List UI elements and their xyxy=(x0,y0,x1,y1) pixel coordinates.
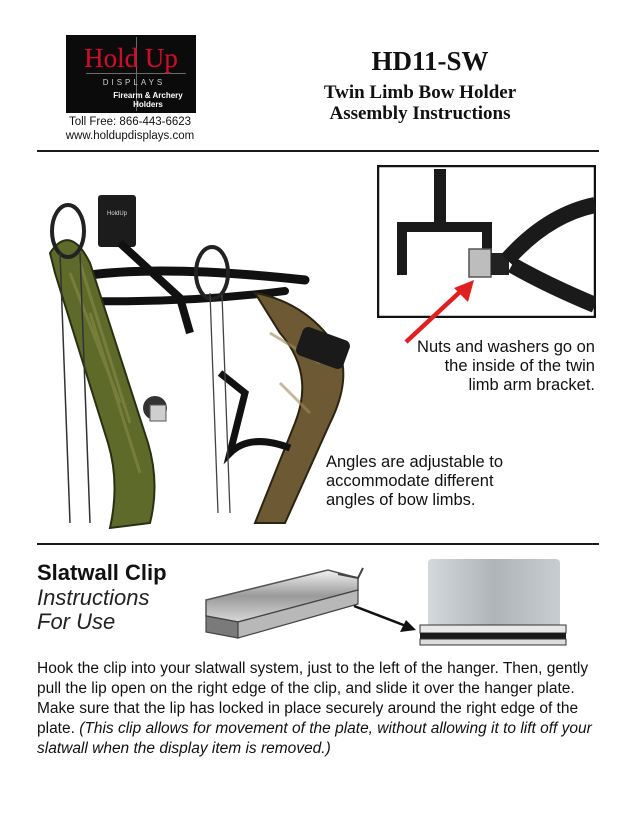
instructions-note: (This clip allows for movement of the plate, without allowing it to lift off your slatwall when the display item is removed.) xyxy=(37,720,592,757)
logo-tagline-2: Holders xyxy=(133,100,163,109)
section-subtitle-line-1: Instructions xyxy=(37,585,150,610)
header-divider xyxy=(37,150,599,152)
section-subtitle xyxy=(37,586,150,634)
section-title: Slatwall Clip xyxy=(37,560,167,585)
slatwall-clip-image xyxy=(198,560,368,650)
bow-holder-photo xyxy=(30,183,370,533)
title-line-1: Twin Limb Bow Holder xyxy=(323,82,517,103)
instructions-text: Hook the clip into your slatwall system, just to the left of the hanger. Then, gently pull the lip open on the right edge of the clip, and slide it over the hanger plate. Make sure that the lip has locked in place securely around the right edge of the plate. xyxy=(37,660,589,737)
logo-brand-sub: DISPLAYS xyxy=(102,78,166,87)
title-line-2: Assembly Instructions xyxy=(329,103,511,124)
nuts-caption-line-1: Nuts and washers go on xyxy=(417,338,595,356)
holder-arm xyxy=(120,243,190,333)
logo-tagline xyxy=(102,91,194,109)
section-subtitle-line-2: For Use xyxy=(37,609,116,634)
hanger-plate-image xyxy=(418,555,568,655)
angles-caption xyxy=(326,453,536,510)
logo-tagline-1: Firearm & Archery xyxy=(113,91,183,100)
svg-text:HoldUp: HoldUp xyxy=(106,211,128,217)
nuts-caption xyxy=(395,338,595,395)
model-number: HD11-SW xyxy=(371,46,489,76)
website-link[interactable]: www.holdupdisplays.com xyxy=(65,130,195,142)
pointer-arrow-icon xyxy=(350,600,420,640)
left-bow-limb xyxy=(50,240,155,528)
wall-plate xyxy=(98,195,136,247)
nuts-caption-line-2: the inside of the twin xyxy=(444,357,595,375)
section-divider xyxy=(37,543,599,545)
angles-caption-line-1: Angles are adjustable to xyxy=(326,453,504,471)
angles-caption-line-2: accommodate different xyxy=(326,472,494,490)
nuts-caption-line-3: limb arm bracket. xyxy=(468,376,595,394)
logo-brand: Hold Up xyxy=(84,43,178,73)
nut-washer xyxy=(469,249,491,277)
company-logo xyxy=(66,35,196,113)
phone-number: Toll Free: 866-443-6623 xyxy=(68,116,192,128)
page-title xyxy=(290,82,550,124)
angles-caption-line-3: angles of bow limbs. xyxy=(326,491,476,509)
instructions-paragraph xyxy=(37,659,612,759)
